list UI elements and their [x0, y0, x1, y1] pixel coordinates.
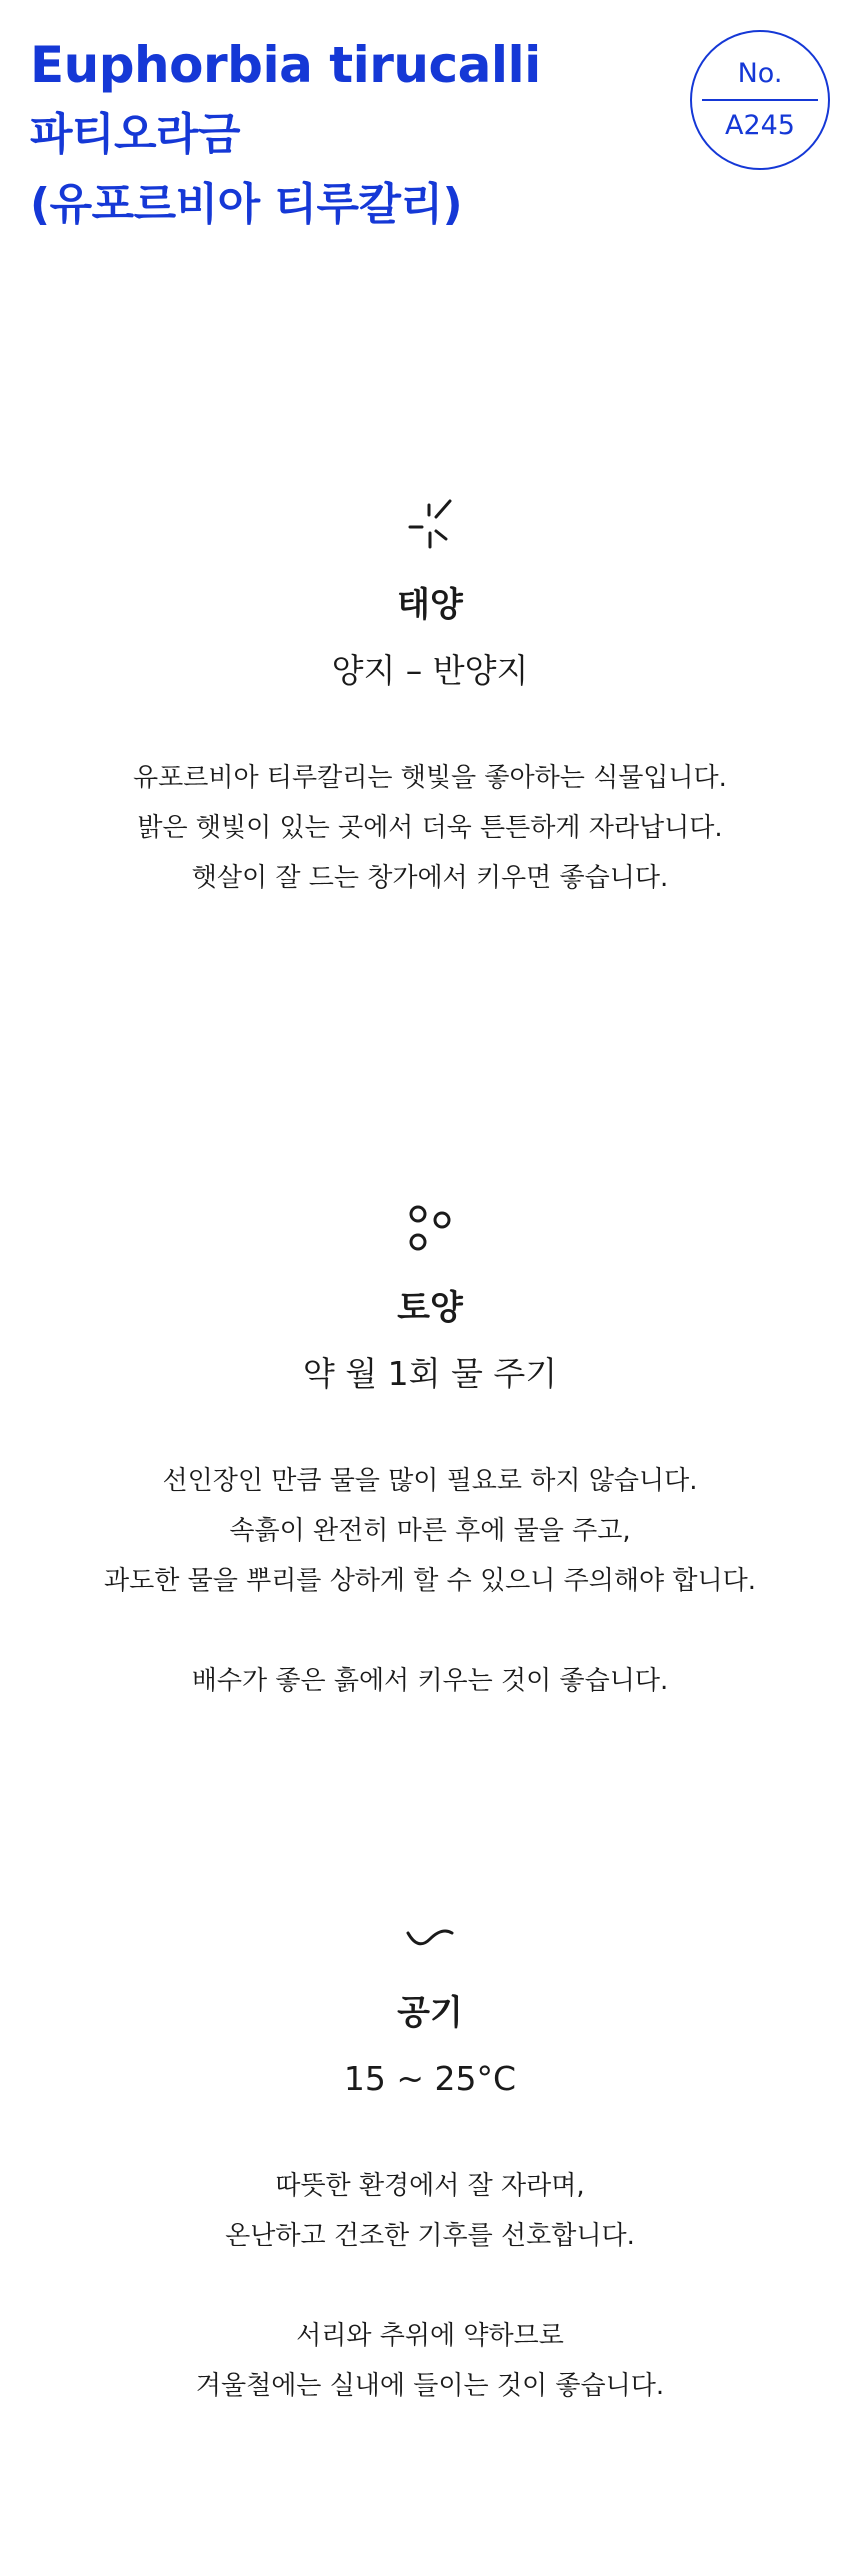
section-subheading: 약 월 1회 물 주기 [302, 1354, 558, 1393]
title-latin-name: Euphorbia tirucalli [30, 36, 541, 94]
section-heading: 태양 [397, 585, 463, 625]
section-subheading: 양지 – 반양지 [331, 651, 529, 690]
section-heading: 토양 [397, 1288, 463, 1328]
paragraph-line: 과도한 물을 뿌리를 상하게 할 수 있으니 주의해야 합니다. [103, 1566, 757, 1596]
section-heading: 공기 [397, 1993, 463, 2033]
section-paragraph [0, 1456, 860, 1606]
catalog-number-badge [690, 30, 830, 170]
paragraph-line: 밝은 햇빛이 있는 곳에서 더욱 튼튼하게 자라납니다. [137, 813, 723, 843]
title-korean-transliteration: (유포르비아 티루칼리) [30, 179, 463, 230]
paragraph-line: 배수가 좋은 흙에서 키우는 것이 좋습니다. [191, 1666, 669, 1696]
soil-pebbles-icon [400, 1198, 460, 1258]
air-wave-icon [400, 1903, 460, 1963]
paragraph-line: 온난하고 건조한 기후를 선호합니다. [225, 2221, 635, 2251]
section-subheading: 15 ~ 25°C [343, 2059, 517, 2098]
care-section-air [0, 1903, 860, 2461]
paragraph-line: 서리와 추위에 약하므로 [296, 2321, 564, 2351]
page-header [30, 30, 830, 230]
section-body [0, 1456, 860, 1706]
sun-rays-icon [400, 495, 460, 555]
paragraph-line: 따뜻한 환경에서 잘 자라며, [275, 2171, 585, 2201]
badge-code: A245 [724, 110, 795, 141]
section-paragraph [0, 2311, 860, 2411]
section-body [0, 753, 860, 903]
paragraph-line: 선인장인 만큼 물을 많이 필요로 하지 않습니다. [162, 1466, 698, 1496]
section-paragraph [0, 2161, 860, 2261]
badge-prefix: No. [737, 58, 783, 89]
paragraph-line: 속흙이 완전히 마른 후에 물을 주고, [229, 1516, 631, 1546]
section-body [0, 2161, 860, 2411]
section-paragraph [0, 1656, 860, 1706]
title-korean-name: 파티오라금 [30, 109, 241, 160]
care-section-soil [0, 1198, 860, 1756]
section-paragraph [0, 753, 860, 903]
care-section-sun [0, 495, 860, 953]
paragraph-line: 햇살이 잘 드는 창가에서 키우면 좋습니다. [191, 863, 669, 893]
paragraph-line: 유포르비아 티루칼리는 햇빛을 좋아하는 식물입니다. [133, 763, 727, 793]
paragraph-line: 겨울철에는 실내에 들이는 것이 좋습니다. [195, 2371, 665, 2401]
